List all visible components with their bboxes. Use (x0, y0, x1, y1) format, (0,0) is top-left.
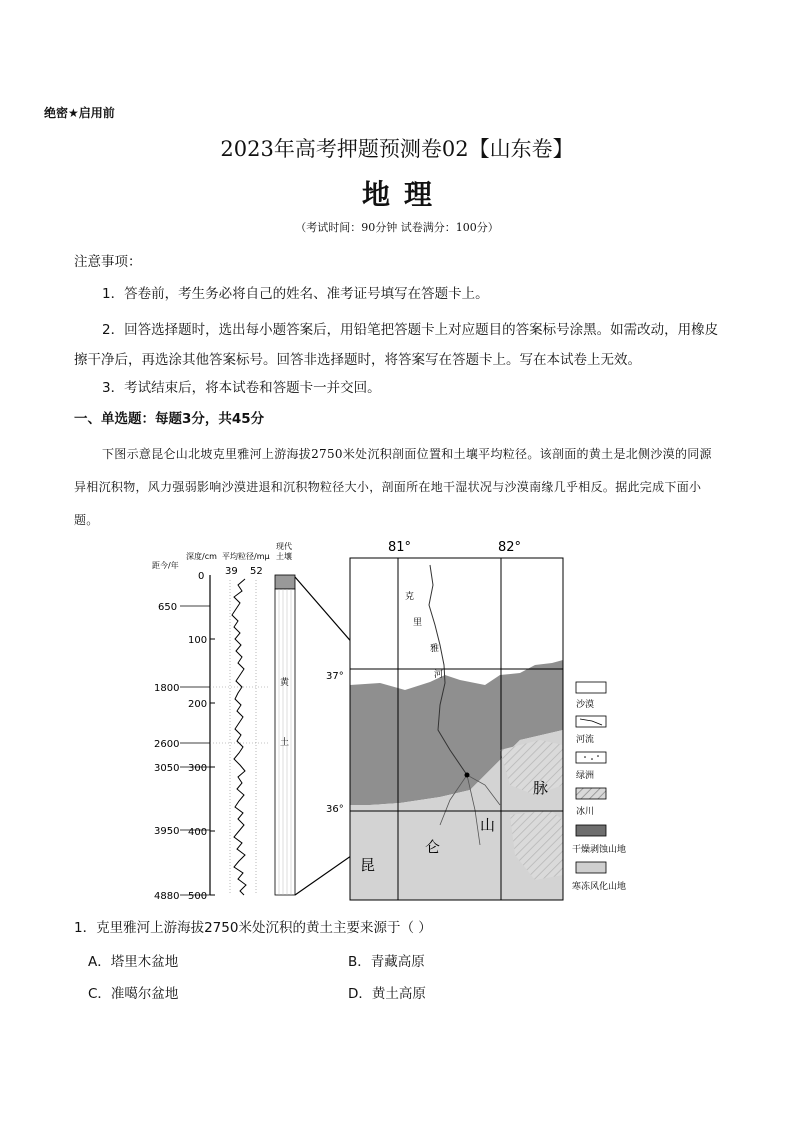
mountain-char-1: 昆 (360, 856, 376, 874)
depth-tick-0: 0 (198, 571, 205, 582)
river-char-4: 河 (434, 670, 444, 680)
depth-tick-300: 300 (188, 763, 208, 774)
legend-river-swatch (576, 716, 606, 727)
option-b[interactable]: B．青藏高原 (348, 954, 425, 970)
notice-item-1: 1．答卷前，考生务必将自己的姓名、准考证号填写在答题卡上。 (102, 286, 489, 302)
location-map (326, 540, 563, 900)
depth-tick-200: 200 (188, 699, 208, 710)
legend-oasis-swatch (576, 752, 606, 763)
question-1-stem: 1．克里雅河上游海拔2750米处沉积的黄土主要来源于（ ） (74, 920, 432, 936)
depth-tick-100: 100 (188, 635, 208, 646)
age-3950: 3950 (154, 826, 180, 837)
legend-oasis: 绿洲 (576, 771, 595, 781)
section-intro: 下图示意昆仑山北坡克里雅河上游海拔2750米处沉积剖面位置和土壤平均粒径。该剖面的黄土是北侧沙漠的同源异相沉积物，风力强弱影响沙漠进退和沉积物粒径大小，剖面所在地干湿状况与沙漠南缘几乎相反。据此完成下面小题。 (74, 447, 712, 527)
river-char-3: 雅 (430, 644, 440, 654)
age-1800: 1800 (154, 683, 180, 694)
age-4880: 4880 (154, 891, 180, 902)
column-label-huang: 黄 (280, 678, 290, 688)
grain-axis-label: 平均粒径/mμ (222, 552, 270, 561)
confidential-label: 绝密★启用前 (44, 106, 115, 120)
legend-desert: 沙漠 (576, 700, 595, 710)
grain-size-curve (232, 579, 246, 895)
legend-river: 河流 (576, 735, 595, 745)
modern-label: 现代 (276, 542, 292, 551)
legend-glacier-swatch (576, 788, 606, 799)
option-c[interactable]: C．准噶尔盆地 (88, 986, 179, 1002)
grain-tick-52: 52 (250, 566, 263, 577)
legend-desert-swatch (576, 682, 606, 693)
lon-82: 82° (498, 540, 522, 555)
option-d[interactable]: D．黄土高原 (348, 986, 426, 1002)
lon-81: 81° (388, 540, 412, 555)
legend-frost-mountain: 寒冻风化山地 (572, 882, 627, 892)
legend-dry-mountain: 干燥剥蚀山地 (572, 845, 627, 855)
section-location-marker (465, 773, 470, 778)
depth-axis-label: 深度/cm (186, 552, 217, 561)
legend-frost-mountain-swatch (576, 862, 606, 873)
legend-glacier: 冰川 (576, 807, 595, 817)
soil-label: 土壤 (276, 552, 292, 561)
figure (140, 535, 660, 910)
exam-title: 2023年高考押题预测卷02【山东卷】 (220, 137, 574, 161)
depth-tick-400: 400 (188, 827, 208, 838)
modern-soil-layer (275, 575, 295, 589)
exam-meta: （考试时间：90分钟 试卷满分：100分） (295, 221, 499, 234)
mountain-char-4: 脉 (533, 779, 549, 797)
lat-37: 37° (326, 671, 344, 682)
grain-tick-39: 39 (225, 566, 238, 577)
river-char-2: 里 (413, 618, 423, 628)
notice-title: 注意事项： (74, 254, 142, 270)
subject-title: 地理 (361, 178, 446, 211)
notice-item-2: 2．回答选择题时，选出每小题答案后，用铅笔把答题卡上对应题目的答案标号涂黑。如需改动，用橡皮擦干净后，再选涂其他答案标号。回答非选择题时，将答案写在答题卡上。写在本试卷上无效。 (74, 322, 719, 368)
depth-tick-500: 500 (188, 891, 208, 902)
legend-dry-mountain-swatch (576, 825, 606, 836)
notice-item-3: 3．考试结束后，将本试卷和答题卡一并交回。 (102, 380, 381, 396)
age-3050: 3050 (154, 763, 180, 774)
lat-36: 36° (326, 804, 344, 815)
age-axis-label: 距今/年 (152, 561, 179, 570)
age-650: 650 (158, 602, 178, 613)
age-2600: 2600 (154, 739, 180, 750)
mountain-char-3: 山 (480, 816, 496, 834)
map-legend (572, 682, 626, 892)
option-a[interactable]: A．塔里木盆地 (88, 954, 179, 970)
section-title: 一、单选题：每题3分，共45分 (74, 411, 265, 427)
river-char-1: 克 (405, 592, 415, 602)
column-label-tu: 土 (280, 738, 290, 748)
mountain-char-2: 仑 (425, 838, 441, 856)
